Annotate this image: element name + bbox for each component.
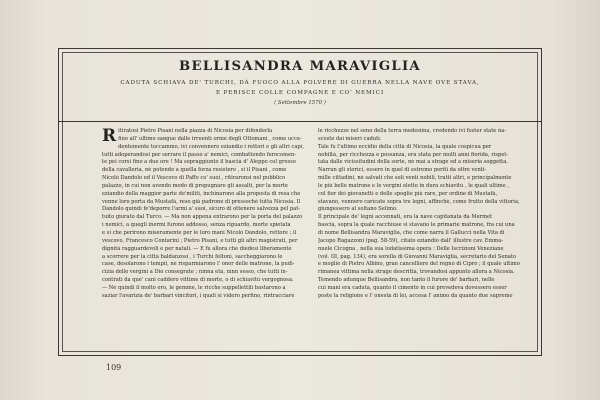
text-line: col fior dei giovanetti e delle spoglie più rare, per ordine di Mustafà, — [318, 190, 498, 197]
text-line: Tale fu l'ultimo eccidio della città di Nicosia, la quale cospicua per — [318, 143, 492, 150]
text-line: nuele Cicogna , nella sua lodatissima opera : Delle Iscrizioni Veneziane — [318, 245, 504, 252]
text-line: le ricchezze nel seno della terra medesima, credendo ivi foster state na- — [318, 128, 507, 134]
page-title: BELLISANDRA MARAVIGLIA — [179, 59, 421, 74]
page-number: 109 — [106, 363, 122, 372]
text-line: te pei corsi fino a due ore ! Ma sopraggiunto il bascià d' Aleppo col grosso — [102, 159, 296, 166]
text-line: venne loro porta da Mustafà, reso già padrone di pressochè tutta Nicosia. Il — [102, 198, 301, 205]
text-line: — Nè quindi il molto oro, le gemme, le ricche suppellettili bastarono a — [102, 284, 286, 291]
text-line: contrati da que' cani caddero vittime di morte, o di schiavitù vergognosa. — [102, 277, 294, 284]
text-line: Nicolò Dandolo ed il Vescovo di Paffo co' suoi , ritiraronsi nel pubblico — [102, 175, 286, 182]
text-line: e moglie di Pietro Albino, gran cancelliere del regno di Cipro ; il quale ultimo — [318, 261, 520, 268]
text-line: palazzo, in cui non avendo modo di propugnare gli assalti, per la morte — [102, 182, 288, 189]
text-line: i nemici, a quegli inermi furono addosso, senza riguardo, morte spietata — [102, 222, 291, 229]
drop-cap: R — [102, 126, 117, 146]
text-line: poste la religione e l' onestà di lei, accesa l' animo da quanto due supreme — [318, 292, 513, 299]
subtitle-line-1: CADUTA SCHIAVA DE' TURCHI, DÀ FUOCO ALLA POLVERE DI GUERRA NELLA NAVE OVE STAVA, — [120, 80, 480, 86]
text-line: Temendo adunque Bellisandra, non tanto il furore de' barbari, nelle — [318, 277, 495, 284]
text-line-content: itiratosi Pietro Pisani nella piazza di Nicosia per difenderla — [118, 128, 273, 134]
text-line: e si che perirono miseramente per le loro mani Nicolò Dandolo, rettore ; il — [102, 229, 297, 236]
text-line: case, desolarono i tempii, nè risparmiarono l' onor delle matrone, la pudi- — [102, 261, 295, 268]
text-line: eziandio della maggior parte de'militi, inchinarono alla proposta di resa che — [102, 190, 301, 197]
text-line: cizia delle vergini a Dio consegrate ; ninna età, ninn sesso, che tutti in- — [102, 269, 288, 276]
text-line: tutti adoperandosi per serrare il passo a' nemici, combattendo ferocemen- — [102, 151, 297, 158]
subtitle-line-2: E PERISCE COLLE COMPAGNE E CO' NEMICI — [215, 90, 385, 96]
text-line: a scorrere per la città baldanzosi , i Turchi feltoni, saccheggiarono le — [102, 253, 283, 260]
text-line: dignità ragguardevoli e per natali. — E fu allora che diedesi liberamente — [102, 245, 292, 252]
text-line: rimanea vittima nella strage descritta, trovandosi appunto allora a Nicosia. — [318, 269, 515, 276]
text-line: le più belle matrone e le vergini elette in dura schiavitù , le quali ultime , — [318, 182, 509, 189]
text-line: tuito giurato dal Turco. — Ma non appena entrarono per la porta del palazzo — [102, 214, 303, 221]
right-column — [318, 128, 522, 301]
text-line: Narran gli storici, essere in quel di estremo periti da oltre venti- — [318, 167, 487, 174]
text-line: vescovo, Francesco Contarini ; Pietro Pisani, e tutti gli altri magistrati, per — [102, 237, 298, 244]
left-column — [102, 128, 306, 301]
text-line: Dandolo quindi fe'deporre l'armi a' suoi, sicuro di ottenere salvezza pel pat- — [102, 206, 301, 213]
text-line: (vol. III, pag. 134), era sorella di Giovanni Maraviglia, secretario del Senato — [318, 253, 517, 260]
date-line: ( Settembre 1570 ) — [274, 100, 326, 106]
text-columns — [102, 128, 522, 328]
title-block — [59, 49, 541, 122]
text-line: fino all' ultimo sangue dalle irruenti orme degli Ottomani , come ucce- — [118, 135, 302, 142]
text-line: scoste dai miseri caduti. — [318, 135, 382, 142]
text-line: cui mani era caduta, quanto il cimento in cui prevedeva dovessero esser — [318, 284, 507, 291]
text-line: mille cittadini, nè salvati che soli venti nobili, tratti altri, e principalmente — [318, 175, 512, 182]
text-line: giungessero al soltano Selimo. — [318, 206, 398, 213]
text-line: nobiltà, per ricchezza e possanza, era stata per molti anni fiorida, rispet- — [318, 151, 509, 158]
text-line: Jacopo Ragazzoni (pag. 58-59), citato eziandio dall' illustre cav. Emma- — [318, 237, 504, 244]
text-line: bascià, sopra la quale racchiuse si stavano le primarie matrone, fra cui una — [318, 222, 515, 229]
text-line: stavano, vennero caricate sopra tre legni, affinchè, come frutto della vittoria, — [318, 198, 520, 205]
text-line: tata dalle vicissitudini della sorte, nè mai a strage ed a miseria soggetta. — [318, 159, 508, 166]
text-line: di nome Bellisandra Maraviglia, che come narra il Gallucci nella Vita di — [318, 229, 505, 236]
text-line: della cavalleria, nè potendo a quella forza resistere , si il Pisani , come — [102, 167, 287, 174]
text-line: dentemente toccammo, ivi convennero eziandio i rettori e gli altri capi, — [118, 143, 304, 150]
text-line: Il principale de' legni accennati, era la nave capitanata da Mermet — [318, 214, 493, 221]
text-line: saziar l'avarizia de' barbari vincitori, i quali si videro perfino, rintracciare — [102, 292, 295, 299]
